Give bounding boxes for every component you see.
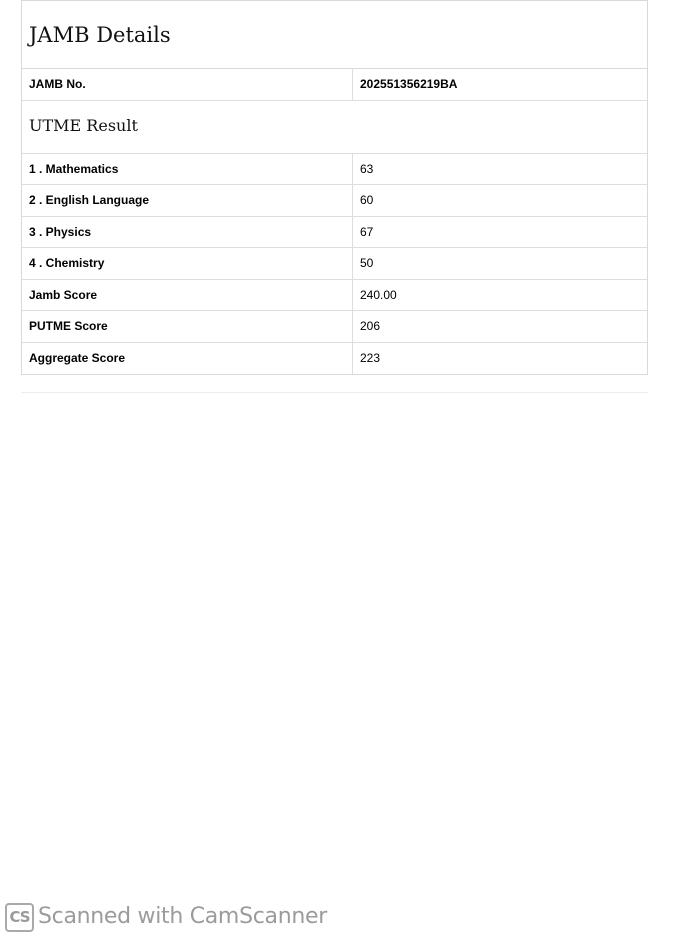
subject-label: 4 . Chemistry bbox=[22, 248, 353, 279]
camscanner-watermark bbox=[5, 900, 327, 932]
subject-row-mathematics bbox=[22, 154, 647, 186]
subject-row-english bbox=[22, 185, 647, 217]
jamb-score-row bbox=[22, 280, 647, 312]
putme-score-label: PUTME Score bbox=[22, 311, 353, 342]
subject-row-physics bbox=[22, 217, 647, 249]
subject-score: 60 bbox=[360, 193, 374, 207]
putme-score-row bbox=[22, 311, 647, 343]
section-divider bbox=[21, 392, 648, 393]
subject-row-chemistry bbox=[22, 248, 647, 280]
camscanner-logo-icon: CS bbox=[5, 903, 34, 932]
subject-label: 2 . English Language bbox=[22, 185, 353, 216]
panel-title: JAMB Details bbox=[22, 0, 647, 69]
subject-label: 3 . Physics bbox=[22, 217, 353, 248]
aggregate-score-row bbox=[22, 343, 647, 375]
jamb-details-panel bbox=[21, 0, 648, 375]
subject-label: 1 . Mathematics bbox=[22, 154, 353, 185]
aggregate-score-value: 223 bbox=[360, 350, 381, 365]
watermark-text: Scanned with CamScanner bbox=[38, 903, 327, 929]
subject-score: 50 bbox=[360, 256, 374, 270]
jamb-score-label: Jamb Score bbox=[22, 280, 353, 311]
aggregate-score-label: Aggregate Score bbox=[22, 343, 353, 375]
jamb-number-row bbox=[22, 69, 647, 101]
subject-score: 63 bbox=[360, 161, 374, 176]
jamb-number-value: 202551356219BA bbox=[360, 77, 458, 91]
utme-result-heading: UTME Result bbox=[22, 101, 647, 154]
putme-score-value: 206 bbox=[360, 319, 381, 333]
jamb-number-label: JAMB No. bbox=[22, 69, 353, 100]
jamb-score-value: 240.00 bbox=[360, 287, 397, 302]
subject-score: 67 bbox=[360, 224, 374, 239]
